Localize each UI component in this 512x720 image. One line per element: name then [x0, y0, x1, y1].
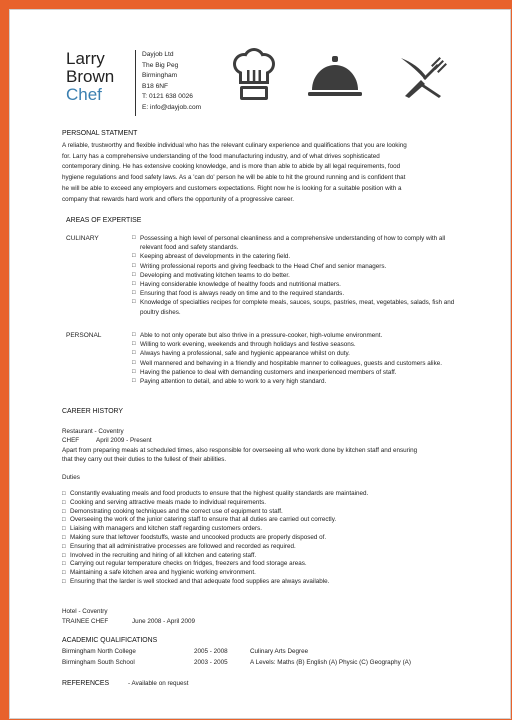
statement-line: A reliable, trustworthy and flexible individual who has the relevant culinary experience and qualifications that you are looking [62, 142, 407, 149]
last-name: Brown [66, 67, 115, 86]
job-role: Chef [66, 85, 102, 104]
statement-line: contemporary dining. He has extensive cooking knowledge, and is more than able to abide by all legal requirements, food [62, 163, 401, 171]
duties-list [62, 490, 462, 587]
list-item: □ Always having a professional, safe and hygienic appearance whilst on duty. [132, 349, 462, 358]
list-item: □ Liaising with managers and kitchen staff regarding customers orders. [62, 525, 462, 534]
list-item: □ Carrying out regular temperature checks on fridges, freezers and food storage areas. [62, 560, 462, 569]
school-years: 2005 - 2008 [194, 648, 228, 655]
statement-line: for. Larry has a comprehensive understanding of the food manufacturing industry, and of what drives sophisticated [62, 152, 380, 160]
contact-email: E: info@dayjob.com [142, 103, 202, 111]
statement-text [62, 141, 462, 205]
list-item: □ Ensuring that food is always ready on time and to the required standards. [132, 289, 462, 298]
list-item: □ Ensuring that all administrative processes are followed and recorded as required. [62, 543, 462, 552]
fork-knife-icon [393, 54, 451, 100]
list-item: □ Keeping abreast of developments in the catering field. [132, 252, 462, 261]
culinary-list [132, 234, 462, 317]
resume-page [9, 9, 511, 719]
list-item: □ Knowledge of specialties recipes for complete meals, sauces, soups, pastries, meat, vegetables, salads, fish and poultry dishes. [132, 298, 462, 316]
chef-hat-icon [230, 48, 278, 102]
list-item: □ Involved in the recruiting and hiring of all kitchen and catering staff. [62, 552, 462, 561]
qualification: A Levels: Maths (B) English (A) Physic (C) Geography (A) [250, 659, 411, 666]
statement-line: hygiene regulations and food safety laws. As a 'can do' person he will be able to hit the ground running and is confident that [62, 174, 406, 182]
list-item: □ Overseeing the work of the junior catering staff to ensure that all duties are carried out correctly. [62, 516, 462, 525]
statement-line: he will be able to exceed any employers and customers expectations. Right now he is looking for a suitable position with a [62, 184, 402, 192]
list-item: □ Having the patience to deal with demanding customers and inexperienced members of staff. [132, 368, 462, 377]
description-line: Apart from preparing meals at scheduled times, also responsible for overseeing all who work done by kitchen staff and ensuring [62, 447, 418, 454]
job1-title: CHEF [62, 437, 80, 444]
name-block [66, 50, 114, 104]
culinary-label: CULINARY [66, 235, 99, 242]
statement-heading: PERSONAL STATMENT [62, 130, 138, 137]
list-item: □ Constantly evaluating meals and food products to ensure that the highest quality standards are maintained. [62, 490, 462, 499]
job1-dates: April 2009 - Present [96, 437, 152, 444]
personal-label: PERSONAL [66, 332, 102, 339]
school-name: Birmingham South School [62, 659, 135, 666]
expertise-heading: AREAS OF EXPERTISE [66, 217, 142, 224]
header-divider [135, 50, 136, 116]
list-item: □ Willing to work evening, weekends and through holidays and festive seasons. [132, 340, 462, 349]
references-heading: REFERENCES [62, 680, 110, 687]
education-heading: ACADEMIC QUALIFICATIONS [62, 637, 158, 644]
list-item: □ Writing professional reports and giving feedback to the Head Chef and senior managers. [132, 262, 462, 271]
career-heading: CAREER HISTORY [62, 408, 124, 415]
school-name: Birmingham North College [62, 648, 136, 655]
serving-cloche-icon [306, 54, 364, 100]
list-item: □ Demonstrating cooking techniques and the correct use of equipment to staff. [62, 508, 462, 517]
list-item: □ Ensuring that the larder is well stocked and that adequate food supplies are always available. [62, 578, 462, 587]
first-name: Larry [66, 49, 105, 68]
list-item: □ Possessing a high level of personal cleanliness and a comprehensive understanding of how to comply with all relevant food and safety standards. [132, 234, 462, 252]
school-years: 2003 - 2005 [194, 659, 228, 666]
qualification: Culinary Arts Degree [250, 648, 309, 655]
job1-description [62, 446, 417, 464]
list-item: □ Cooking and serving attractive meals made to individual requirements. [62, 499, 462, 508]
statement-line: company that rewards hard work and offers the opportunity of a progressive career. [62, 195, 294, 203]
list-item: □ Maintaining a safe kitchen area and hygienic working environment. [62, 569, 462, 578]
personal-list [132, 331, 462, 386]
contact-line: The Big Peg [142, 61, 179, 69]
list-item: □ Developing and motivating kitchen teams to do better. [132, 271, 462, 280]
duties-label: Duties [62, 474, 80, 481]
job2-title: TRAINEE CHEF [62, 618, 109, 625]
contact-line: Birmingham [142, 72, 178, 80]
contact-line: Dayjob Ltd [142, 51, 174, 58]
description-line: that they carry out their duties to the fullest of their abilities. [62, 456, 227, 463]
job2-place: Hotel - Coventry [62, 608, 108, 615]
contact-phone: T: 0121 638 0026 [142, 93, 193, 101]
contact-line: B18 6NF [142, 82, 169, 90]
list-item: □ Making sure that leftover foodstuffs, waste and uncooked products are properly disposed of. [62, 534, 462, 543]
job1-place: Restaurant - Coventry [62, 428, 124, 435]
list-item: □ Paying attention to detail, and able to work to a very high standard. [132, 377, 462, 386]
list-item: □ Well mannered and behaving in a friendly and hospitable manner to colleagues, guests and customers alike. [132, 359, 462, 368]
list-item: □ Able to not only operate but also thrive in a pressure-cooker, high-volume environment. [132, 331, 462, 340]
contact-block [142, 50, 201, 114]
list-item: □ Having considerable knowledge of healthy foods and nutritional matters. [132, 280, 462, 289]
references-text: - Available on request [128, 680, 189, 687]
job2-dates: June 2008 - April 2009 [132, 618, 196, 625]
